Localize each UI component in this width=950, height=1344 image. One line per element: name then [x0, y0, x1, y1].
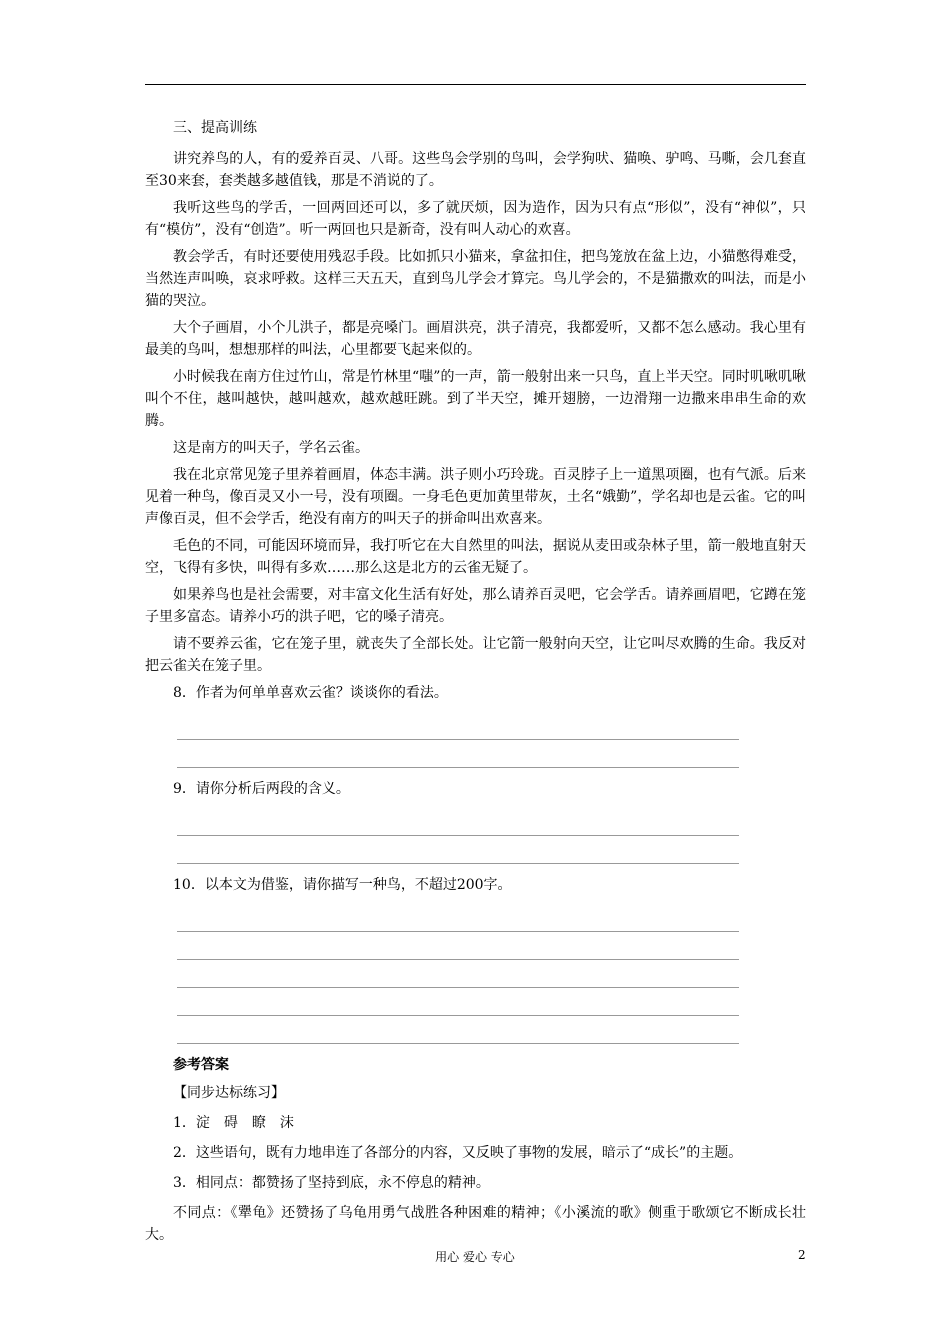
passage-paragraph: 教会学舌，有时还要使用残忍手段。比如抓只小猫来，拿盆扣住，把鸟笼放在盆上边，小猫憋得难受，当然连声叫唤，哀求呼救。这样三天五天，直到鸟儿学会才算完。鸟儿学会的，不是猫撒欢的叫法，而是小猫的哭泣。 — [145, 249, 806, 309]
answers-subtitle: 【同步达标练习】 — [173, 1085, 285, 1101]
passage-paragraph: 如果养鸟也是社会需要，对丰富文化生活有好处，那么请养百灵吧，它会学舌。请养画眉吧，它蹲在笼子里多富态。请养小巧的洪子吧，它的嗓子清亮。 — [145, 587, 806, 625]
section-title: 三、提高训练 — [173, 120, 257, 136]
answer-lines — [145, 904, 806, 1044]
footer-motto: 用心 爱心 专心 — [435, 1250, 515, 1264]
passage-paragraph: 这是南方的叫天子，学名云雀。 — [173, 440, 369, 456]
answer-blank-line[interactable] — [177, 904, 739, 932]
page-content — [145, 117, 806, 1254]
answer-lines — [145, 712, 806, 768]
passage-paragraph: 我在北京常见笼子里养着画眉，体态丰满。洪子则小巧玲珑。百灵脖子上一道黑项圈，也有气派。后来见着一种鸟，像百灵又小一号，没有项圈。一身毛色更加黄里带灰，土名“娥勤”，学名却也是云雀。它的叫声像百灵，但不会学舌，绝没有南方的叫天子的拼命叫出欢喜来。 — [145, 467, 806, 527]
answer-blank-line[interactable] — [177, 808, 739, 836]
questions — [145, 682, 806, 1044]
header-rule — [145, 84, 806, 85]
answer-blank-line[interactable] — [177, 712, 739, 740]
passage-paragraph: 请不要养云雀，它在笼子里，就丧失了全部长处。让它箭一般射向天空，让它叫尽欢腾的生命。我反对把云雀关在笼子里。 — [145, 636, 806, 674]
answer-item: 3．相同点：都赞扬了坚持到底，永不停息的精神。 — [173, 1175, 490, 1191]
answer-blank-line[interactable] — [177, 988, 739, 1016]
question-text: 9．请你分析后两段的含义。 — [173, 781, 350, 797]
passage — [145, 148, 806, 677]
passage-paragraph: 大个子画眉，小个儿洪子，都是亮嗓门。画眉洪亮，洪子清亮，我都爱听，又都不怎么感动。我心里有最美的鸟叫，想想那样的叫法，心里都要飞起来似的。 — [145, 320, 806, 358]
answers-title: 参考答案 — [173, 1057, 229, 1073]
answer-item: 2．这些语句，既有力地串连了各部分的内容，又反映了事物的发展，暗示了“成长”的主题。 — [173, 1145, 743, 1161]
answer-blank-line[interactable] — [177, 740, 739, 768]
page-number: 2 — [798, 1248, 806, 1262]
answer-item: 不同点：《犟龟》还赞扬了乌龟用勇气战胜各种困难的精神；《小溪流的歌》侧重于歌颂它不断成长壮大。 — [145, 1205, 806, 1243]
passage-paragraph: 我听这些鸟的学舌，一回两回还可以，多了就厌烦，因为造作，因为只有点“形似”，没有“神似”，只有“模仿”，没有“创造”。听一两回也只是新奇，没有叫人动心的欢喜。 — [145, 200, 806, 238]
answer-blank-line[interactable] — [177, 836, 739, 864]
answer-list — [145, 1112, 806, 1246]
question-text: 10．以本文为借鉴，请你描写一种鸟，不超过200字。 — [173, 877, 512, 893]
passage-paragraph: 讲究养鸟的人，有的爱养百灵、八哥。这些鸟会学别的鸟叫，会学狗吠、猫唤、驴鸣、马嘶，会几套直至30来套，套类越多越值钱，那是不消说的了。 — [145, 151, 806, 189]
answer-blank-line[interactable] — [177, 960, 739, 988]
question-text: 8．作者为何单单喜欢云雀？谈谈你的看法。 — [173, 685, 448, 701]
answer-lines — [145, 808, 806, 864]
answer-item: 1．淀 碍 瞭 沫 — [173, 1115, 294, 1131]
answer-blank-line[interactable] — [177, 1016, 739, 1044]
answer-blank-line[interactable] — [177, 932, 739, 960]
passage-paragraph: 毛色的不同，可能因环境而异，我打听它在大自然里的叫法，据说从麦田或杂林子里，箭一般地直射天空，飞得有多快，叫得有多欢……那么这是北方的云雀无疑了。 — [145, 538, 806, 576]
passage-paragraph: 小时候我在南方住过竹山，常是竹林里“嗤”的一声，箭一般射出来一只鸟，直上半天空。同时叽啾叽啾叫个不住，越叫越快，越叫越欢，越欢越旺跳。到了半天空，摊开翅膀，一边滑翔一边撒来串串生命的欢腾。 — [145, 369, 806, 429]
